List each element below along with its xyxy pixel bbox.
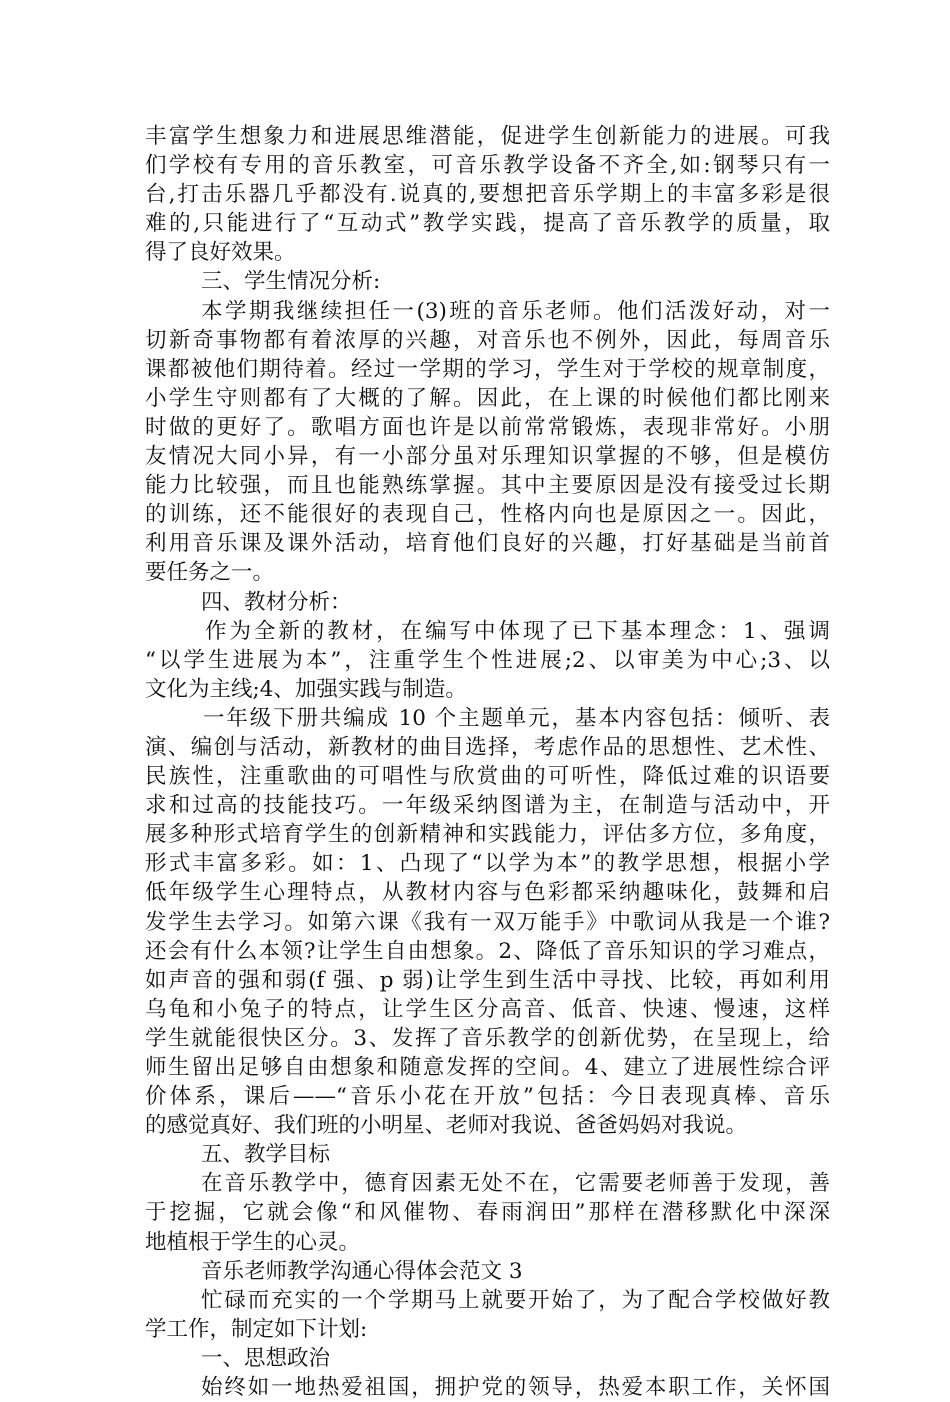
text-line: 演、编创与活动，新教材的曲目选择，考虑作品的思想性、艺术性、 [145, 734, 830, 760]
text-line: 如声音的强和弱(f 强、p 弱)让学生到生活中寻找、比较，再如利用 [145, 967, 830, 993]
text-line: 台,打击乐器几乎都没有.说真的,要想把音乐学期上的丰富多彩是很 [145, 182, 830, 208]
text-line: 于挖掘，它就会像“和风催物、春雨润田”那样在潜移默化中深深 [145, 1200, 830, 1226]
text-line: 的感觉真好、我们班的小明星、老师对我说、爸爸妈妈对我说。 [145, 1113, 748, 1139]
text-line: 作为全新的教材，在编写中体现了已下基本理念：1、强调 [205, 618, 830, 644]
text-line: 难的,只能进行了“互动式”教学实践，提高了音乐教学的质量，取 [145, 211, 830, 237]
text-line: 五、教学目标 [201, 1142, 331, 1168]
text-line: 的训练，还不能很好的表现自己，性格内向也是原因之一。因此， [145, 502, 830, 528]
text-line: 三、学生情况分析: [201, 269, 381, 295]
text-line: 课都被他们期待着。经过一学期的学习，学生对于学校的规章制度， [145, 356, 830, 382]
text-line: “以学生进展为本”，注重学生个性进展;2、以审美为中心;3、以 [145, 647, 830, 673]
text-line: 民族性，注重歌曲的可唱性与欣赏曲的可听性，降低过难的识语要 [145, 764, 830, 790]
text-line: 本学期我继续担任一(3)班的音乐老师。他们活泼好动，对一 [201, 298, 830, 324]
text-line: 切新奇事物都有着浓厚的兴趣，对音乐也不例外，因此，每周音乐 [145, 327, 830, 353]
text-line: 利用音乐课及课外活动，培育他们良好的兴趣，打好基础是当前首 [145, 531, 830, 557]
text-line: 发学生去学习。如第六课《我有一双万能手》中歌词从我是一个谁? [145, 909, 830, 935]
text-line: 始终如一地热爱祖国，拥护党的领导，热爱本职工作，关怀国 [201, 1375, 830, 1401]
text-line: 音乐老师教学沟通心得体会范文 3 [201, 1258, 523, 1284]
text-line: 们学校有专用的音乐教室，可音乐教学设备不齐全,如:钢琴只有一 [145, 153, 830, 179]
text-line: 小学生守则都有了大概的了解。因此，在上课的时候他们都比刚来 [145, 385, 830, 411]
text-line: 学工作，制定如下计划: [145, 1316, 368, 1342]
text-line: 在音乐教学中，德育因素无处不在，它需要老师善于发现，善 [201, 1171, 830, 1197]
text-line: 时做的更好了。歌唱方面也许是以前常常锻炼，表现非常好。小朋 [145, 414, 830, 440]
text-line: 一年级下册共编成 10 个主题单元，基本内容包括：倾听、表 [203, 705, 830, 731]
text-line: 乌龟和小兔子的特点，让学生区分高音、低音、快速、慢速，这样 [145, 996, 830, 1022]
text-line: 忙碌而充实的一个学期马上就要开始了，为了配合学校做好教 [201, 1287, 830, 1313]
document-page [145, 122, 830, 1402]
text-line: 低年级学生心理特点，从教材内容与色彩都采纳趣味化，鼓舞和启 [145, 880, 830, 906]
text-line: 地植根于学生的心灵。 [145, 1229, 361, 1255]
text-line: 要任务之一。 [145, 560, 275, 586]
text-line: 师生留出足够自由想象和随意发挥的空间。4、建立了进展性综合评 [145, 1055, 830, 1080]
text-line: 价体系，课后——“音乐小花在开放”包括：今日表现真棒、音乐 [145, 1084, 830, 1110]
text-line: 得了良好效果。 [145, 240, 296, 266]
text-line: 还会有什么本领?让学生自由想象。2、降低了音乐知识的学习难点， [145, 938, 830, 964]
text-line: 学生就能很快区分。3、发挥了音乐教学的创新优势，在呈现上，给 [145, 1025, 830, 1051]
text-line: 文化为主线;4、加强实践与制造。 [145, 676, 467, 702]
text-line: 四、教材分析： [201, 589, 352, 615]
text-line: 友情况大同小异，有一小部分虽对乐理知识掌握的不够，但是模仿 [145, 444, 830, 470]
text-line: 求和过高的技能技巧。一年级采纳图谱为主，在制造与活动中，开 [145, 793, 830, 819]
text-line: 能力比较强，而且也能熟练掌握。其中主要原因是没有接受过长期 [145, 473, 830, 499]
text-line: 丰富学生想象力和进展思维潜能，促进学生创新能力的进展。可我 [145, 124, 830, 149]
text-line: 一、思想政治 [201, 1345, 331, 1371]
text-line: 展多种形式培育学生的创新精神和实践能力，评估多方位，多角度， [145, 822, 830, 848]
text-line: 形式丰富多彩。如：1、凸现了“以学为本”的教学思想，根据小学 [145, 851, 830, 877]
